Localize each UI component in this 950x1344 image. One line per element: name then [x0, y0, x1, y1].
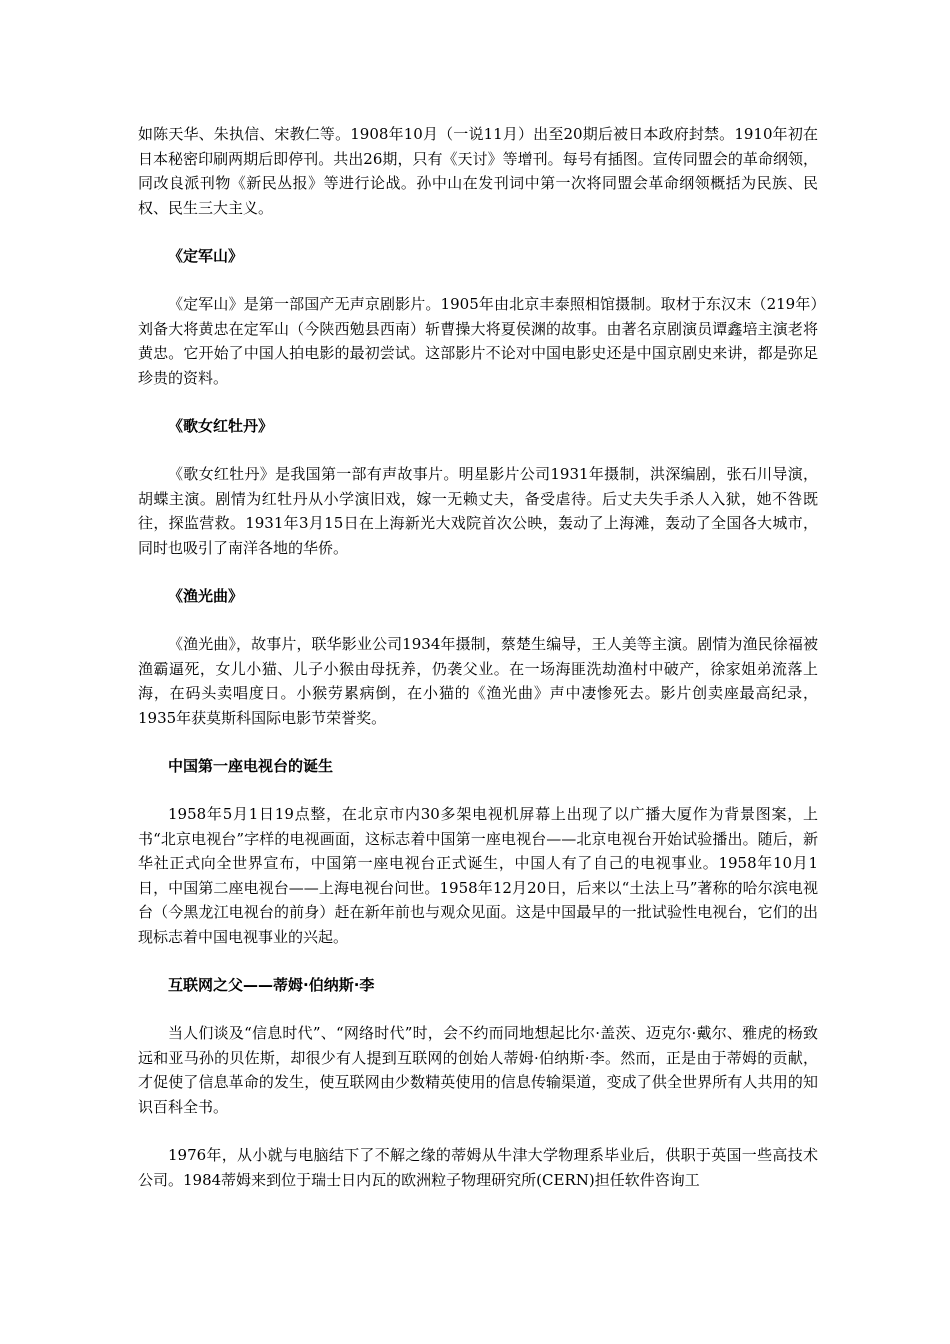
section-paragraph: 《渔光曲》，故事片，联华影业公司1934年摄制，蔡楚生编导，王人美等主演。剧情为渔民徐福被渔霸逼死，女儿小猫、儿子小猴由母抚养，仍袭父业。在一场海匪洗劫渔村中破产，徐家姐弟流落上海，在码头卖唱度日。小猴劳累病倒，在小猫的《渔光曲》声中凄惨死去。影片创卖座最高纪录，1935年获莫斯科国际电影节荣誉奖。	[138, 635, 818, 727]
spacer	[138, 438, 818, 462]
section-heading-genu-hongmudan: 《歌女红牡丹》	[168, 417, 274, 435]
section-paragraph: 当人们谈及“信息时代”、“网络时代”时，会不约而同地想起比尔·盖茨、迈克尔·戴尔、雅虎的杨致远和亚马孙的贝佐斯，却很少有人提到互联网的创始人蒂姆·伯纳斯·李。然而，正是由于蒂姆的贡献，才促使了信息革命的发生，使互联网由少数精英使用的信息传输渠道，变成了供全世界所有人共用的知识百科全书。	[138, 1024, 818, 1116]
spacer	[138, 268, 818, 292]
spacer	[138, 778, 818, 802]
spacer	[138, 560, 818, 584]
section-heading-first-tv-station: 中国第一座电视台的诞生	[168, 757, 334, 775]
intro-paragraph: 如陈天华、朱执信、宋教仁等。1908年10月（一说11月）出至20期后被日本政府封禁。1910年初在日本秘密印刷两期后即停刊。共出26期，只有《天讨》等增刊。每号有插图。宣传同盟会的革命纲领，同改良派刊物《新民丛报》等进行论战。孙中山在发刊词中第一次将同盟会革命纲领概括为民族、民权、民生三大主义。	[138, 125, 818, 217]
spacer	[138, 220, 818, 244]
section-heading-yuguangqu: 《渔光曲》	[168, 587, 244, 605]
document-page	[138, 122, 818, 1192]
spacer	[138, 730, 818, 754]
section-paragraph: 1958年5月1日19点整，在北京市内30多架电视机屏幕上出现了以广播大厦作为背景图案，上书“北京电视台”字样的电视画面，这标志着中国第一座电视台——北京电视台开始试验播出。随后，新华社正式向全世界宣布，中国第一座电视台正式诞生，中国人有了自己的电视事业。1958年10月1日，中国第二座电视台——上海电视台问世。1958年12月20日，后来以“土法上马”著称的哈尔滨电视台（今黑龙江电视台的前身）赶在新年前也与观众见面。这是中国最早的一批试验性电视台，它们的出现标志着中国电视事业的兴起。	[138, 805, 818, 946]
section-paragraph: 《歌女红牡丹》是我国第一部有声故事片。明星影片公司1931年摄制，洪深编剧，张石川导演，胡蝶主演。剧情为红牡丹从小学演旧戏，嫁一无赖丈夫，备受虐待。后丈夫失手杀人入狱，她不咎既往，探监营救。1931年3月15日在上海新光大戏院首次公映，轰动了上海滩，轰动了全国各大城市，同时也吸引了南洋各地的华侨。	[138, 465, 818, 557]
spacer	[138, 608, 818, 632]
section-heading-father-of-internet: 互联网之父——蒂姆·伯纳斯·李	[168, 976, 375, 994]
spacer	[138, 949, 818, 973]
spacer	[138, 997, 818, 1021]
section-paragraph: 1976年，从小就与电脑结下了不解之缘的蒂姆从牛津大学物理系毕业后，供职于英国一些高技术公司。1984蒂姆来到位于瑞士日内瓦的欧洲粒子物理研究所(CERN)担任软件咨询工	[138, 1146, 818, 1189]
section-heading-dingjunshan: 《定军山》	[168, 247, 244, 265]
spacer	[138, 390, 818, 414]
section-paragraph: 《定军山》是第一部国产无声京剧影片。1905年由北京丰泰照相馆摄制。取材于东汉末（219年）刘备大将黄忠在定军山（今陕西勉县西南）斩曹操大将夏侯渊的故事。由著名京剧演员谭鑫培主演老将黄忠。它开始了中国人拍电影的最初尝试。这部影片不论对中国电影史还是中国京剧史来讲，都是弥足珍贵的资料。	[138, 295, 818, 387]
spacer	[138, 1119, 818, 1143]
